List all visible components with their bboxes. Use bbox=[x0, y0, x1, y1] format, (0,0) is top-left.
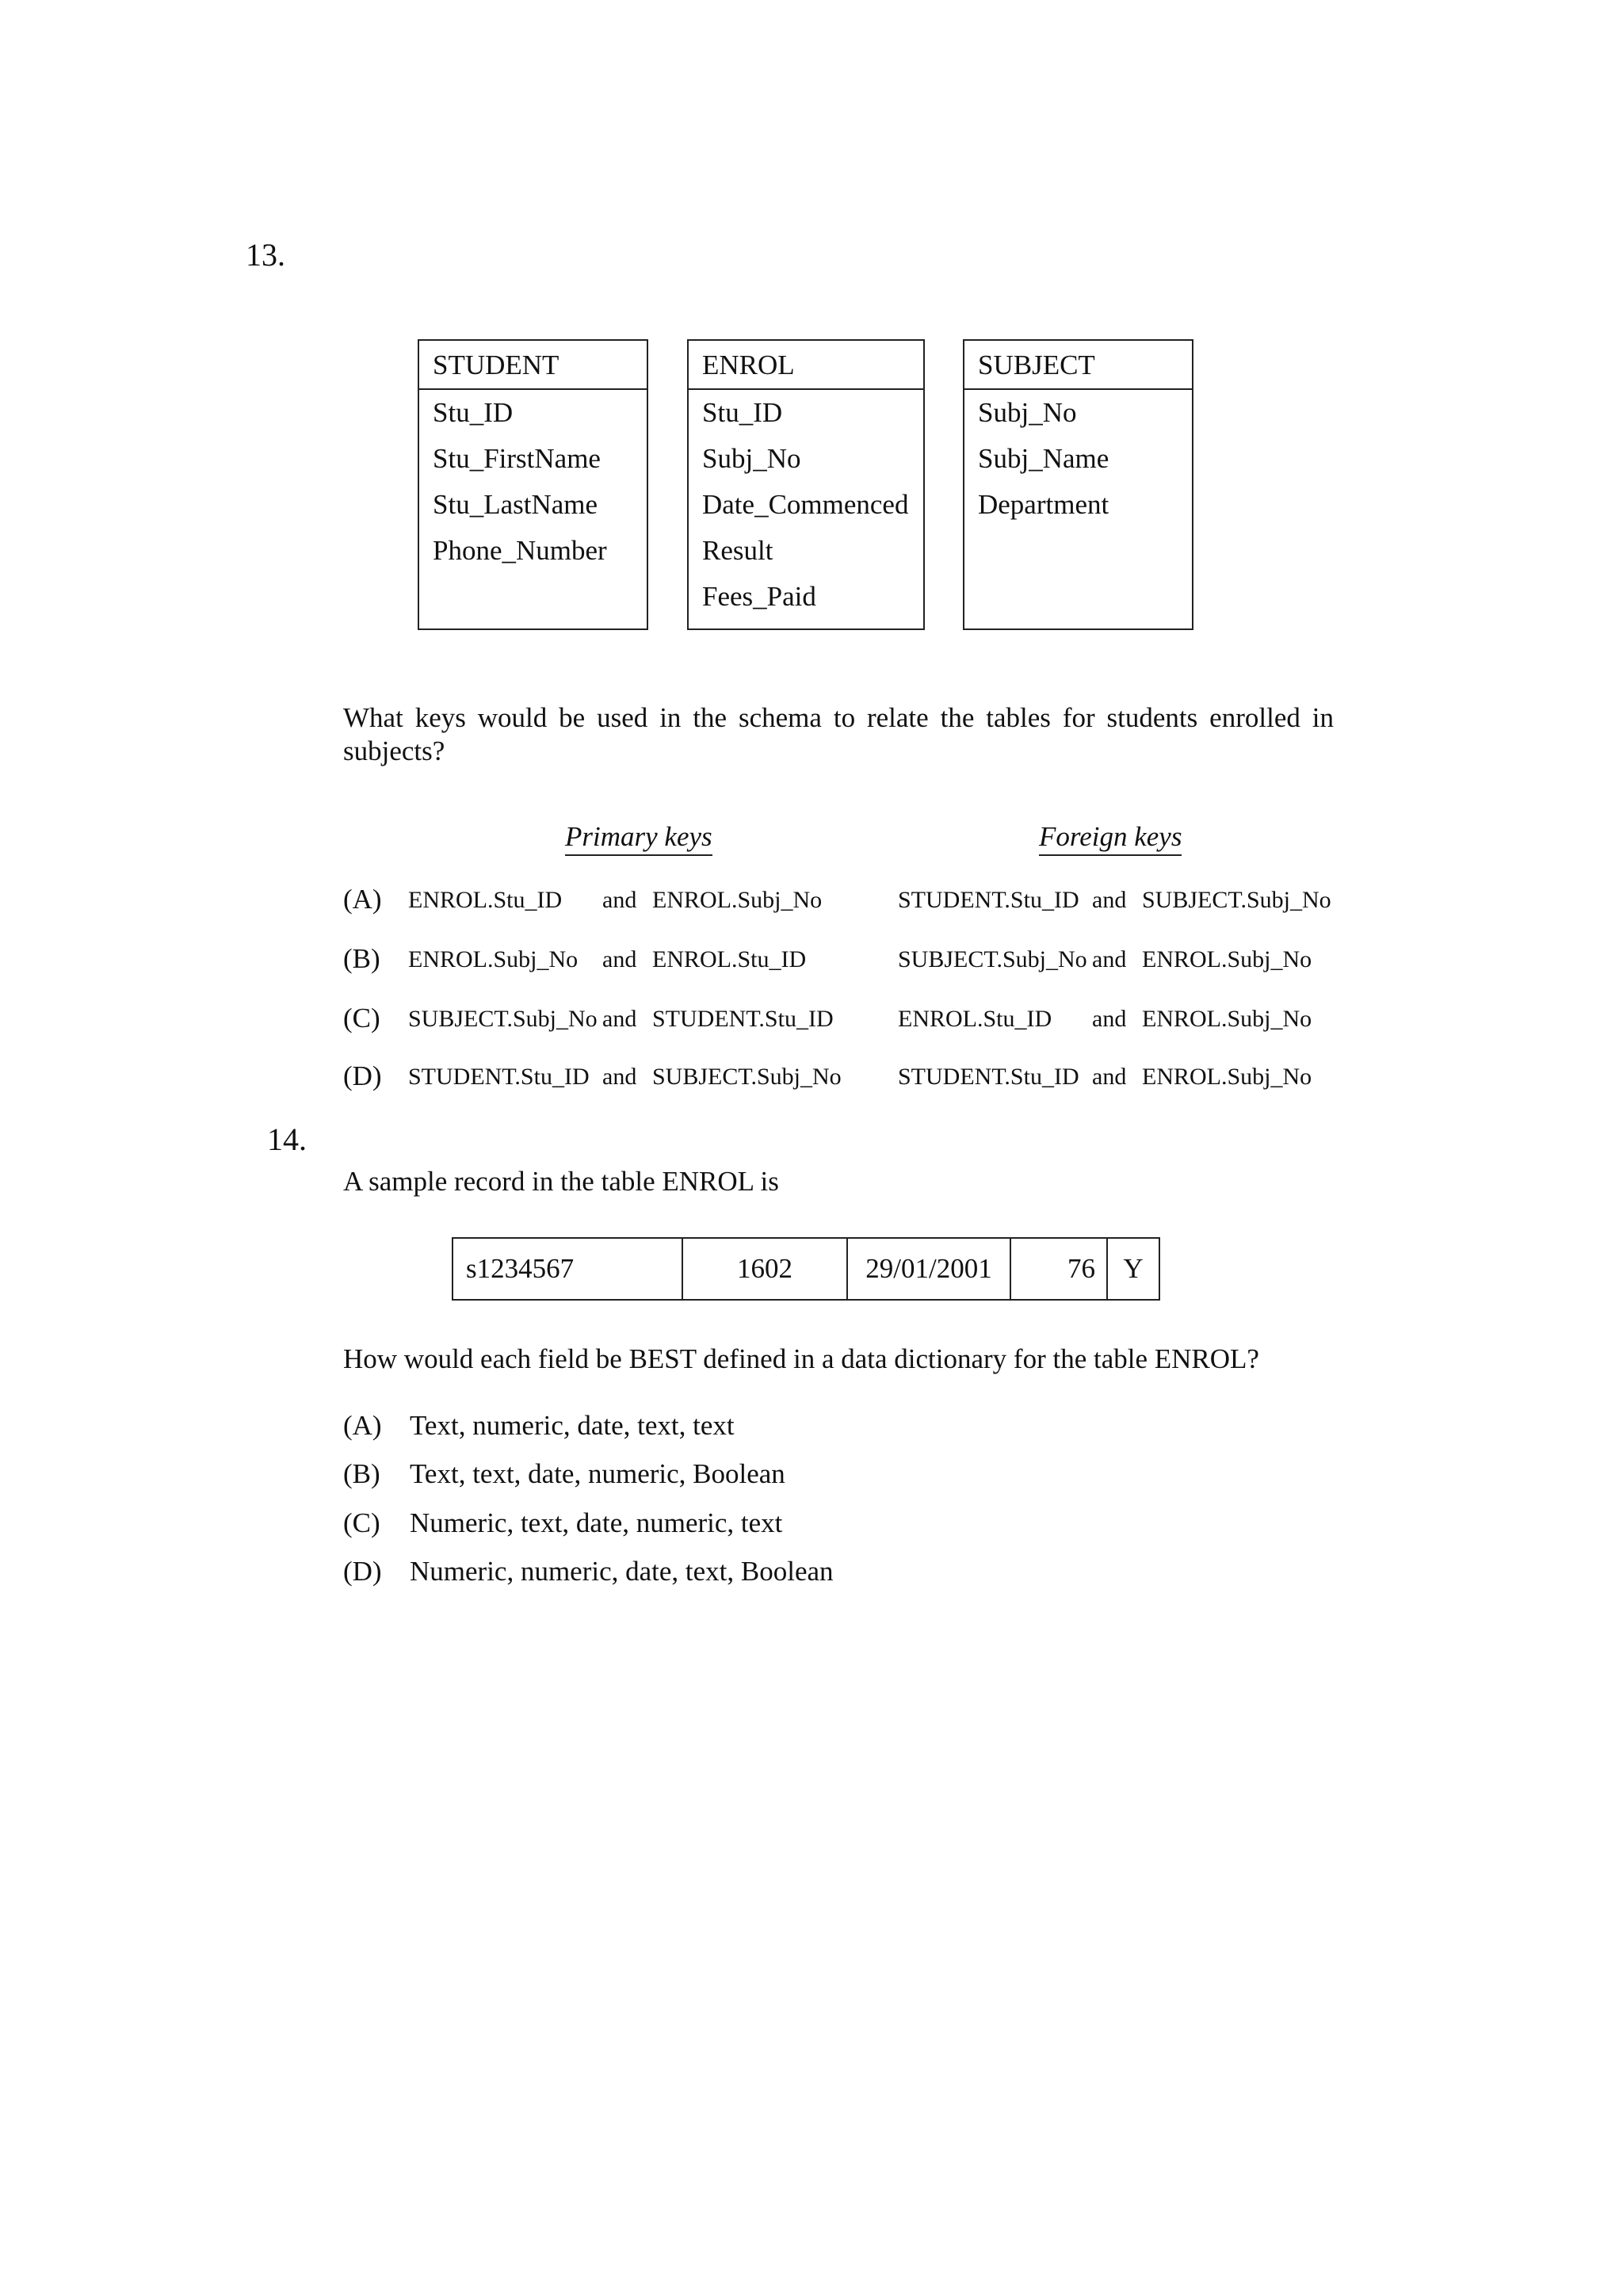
schema-table-student bbox=[418, 339, 648, 630]
primary-key-2: ENROL.Stu_ID bbox=[652, 946, 807, 972]
schema-table-enrol bbox=[687, 339, 925, 630]
option-letter[interactable]: (A) bbox=[343, 884, 382, 915]
option-letter[interactable]: (C) bbox=[343, 1003, 380, 1033]
schema-field: Subj_No bbox=[978, 397, 1077, 428]
option-text: Text, numeric, date, text, text bbox=[410, 1410, 735, 1441]
and-word: and bbox=[602, 1006, 637, 1032]
and-word: and bbox=[1092, 1006, 1127, 1032]
schema-table-title: SUBJECT bbox=[964, 341, 1192, 390]
option-text: Text, text, date, numeric, Boolean bbox=[410, 1458, 785, 1489]
question-14-text: How would each field be BEST defined in a data dictionary for the table ENROL? bbox=[343, 1343, 1259, 1374]
record-cell-subj-no: 1602 bbox=[682, 1238, 847, 1300]
sample-record-table bbox=[452, 1237, 1160, 1301]
record-cell-date: 29/01/2001 bbox=[847, 1238, 1010, 1300]
foreign-key-1: SUBJECT.Subj_No bbox=[898, 946, 1087, 972]
schema-field: Stu_LastName bbox=[433, 489, 598, 520]
primary-key-1: SUBJECT.Subj_No bbox=[408, 1006, 598, 1032]
schema-field: Stu_FirstName bbox=[433, 443, 601, 474]
schema-field: Phone_Number bbox=[433, 535, 607, 566]
primary-key-1: ENROL.Stu_ID bbox=[408, 887, 563, 913]
record-cell-stu-id: s1234567 bbox=[453, 1238, 682, 1300]
schema-field: Subj_No bbox=[702, 443, 801, 474]
primary-key-2: SUBJECT.Subj_No bbox=[652, 1064, 842, 1090]
record-cell-result: 76 bbox=[1010, 1238, 1107, 1300]
option-letter[interactable]: (C) bbox=[343, 1507, 380, 1538]
schema-field: Stu_ID bbox=[702, 397, 783, 428]
primary-key-2: ENROL.Subj_No bbox=[652, 887, 823, 913]
primary-key-1: STUDENT.Stu_ID bbox=[408, 1064, 590, 1090]
and-word: and bbox=[1092, 887, 1127, 913]
and-word: and bbox=[1092, 1064, 1127, 1090]
question-14-intro: A sample record in the table ENROL is bbox=[343, 1166, 779, 1197]
schema-field: Fees_Paid bbox=[702, 581, 816, 612]
foreign-key-1: STUDENT.Stu_ID bbox=[898, 887, 1079, 913]
foreign-key-2: SUBJECT.Subj_No bbox=[1142, 887, 1331, 913]
and-word: and bbox=[602, 946, 637, 972]
primary-keys-header: Primary keys bbox=[565, 821, 712, 856]
option-text: Numeric, numeric, date, text, Boolean bbox=[410, 1556, 834, 1587]
foreign-key-1: STUDENT.Stu_ID bbox=[898, 1064, 1079, 1090]
question-13-number: 13. bbox=[246, 237, 285, 273]
option-letter[interactable]: (D) bbox=[343, 1556, 382, 1587]
schema-field: Department bbox=[978, 489, 1109, 520]
schema-table-subject bbox=[963, 339, 1193, 630]
foreign-key-2: ENROL.Subj_No bbox=[1142, 1006, 1312, 1032]
record-cell-fees-paid: Y bbox=[1107, 1238, 1159, 1300]
option-letter[interactable]: (B) bbox=[343, 943, 380, 974]
and-word: and bbox=[1092, 946, 1127, 972]
schema-table-title: ENROL bbox=[689, 341, 923, 390]
primary-key-2: STUDENT.Stu_ID bbox=[652, 1006, 834, 1032]
schema-field: Stu_ID bbox=[433, 397, 514, 428]
schema-field: Result bbox=[702, 535, 773, 566]
option-letter[interactable]: (A) bbox=[343, 1410, 382, 1441]
option-text: Numeric, text, date, numeric, text bbox=[410, 1507, 783, 1538]
foreign-keys-header: Foreign keys bbox=[1039, 821, 1182, 856]
question-14-number: 14. bbox=[267, 1121, 307, 1157]
schema-field: Date_Commenced bbox=[702, 489, 909, 520]
option-letter[interactable]: (B) bbox=[343, 1458, 380, 1489]
schema-field: Subj_Name bbox=[978, 443, 1109, 474]
foreign-key-2: ENROL.Subj_No bbox=[1142, 946, 1312, 972]
foreign-key-1: ENROL.Stu_ID bbox=[898, 1006, 1052, 1032]
option-letter[interactable]: (D) bbox=[343, 1060, 382, 1091]
foreign-key-2: ENROL.Subj_No bbox=[1142, 1064, 1312, 1090]
table-row bbox=[453, 1238, 1159, 1300]
and-word: and bbox=[602, 1064, 637, 1090]
question-13-text: What keys would be used in the schema to relate the tables for students enrolled in subjects? bbox=[343, 702, 1334, 766]
schema-table-title: STUDENT bbox=[419, 341, 647, 390]
primary-key-1: ENROL.Subj_No bbox=[408, 946, 579, 972]
and-word: and bbox=[602, 887, 637, 913]
